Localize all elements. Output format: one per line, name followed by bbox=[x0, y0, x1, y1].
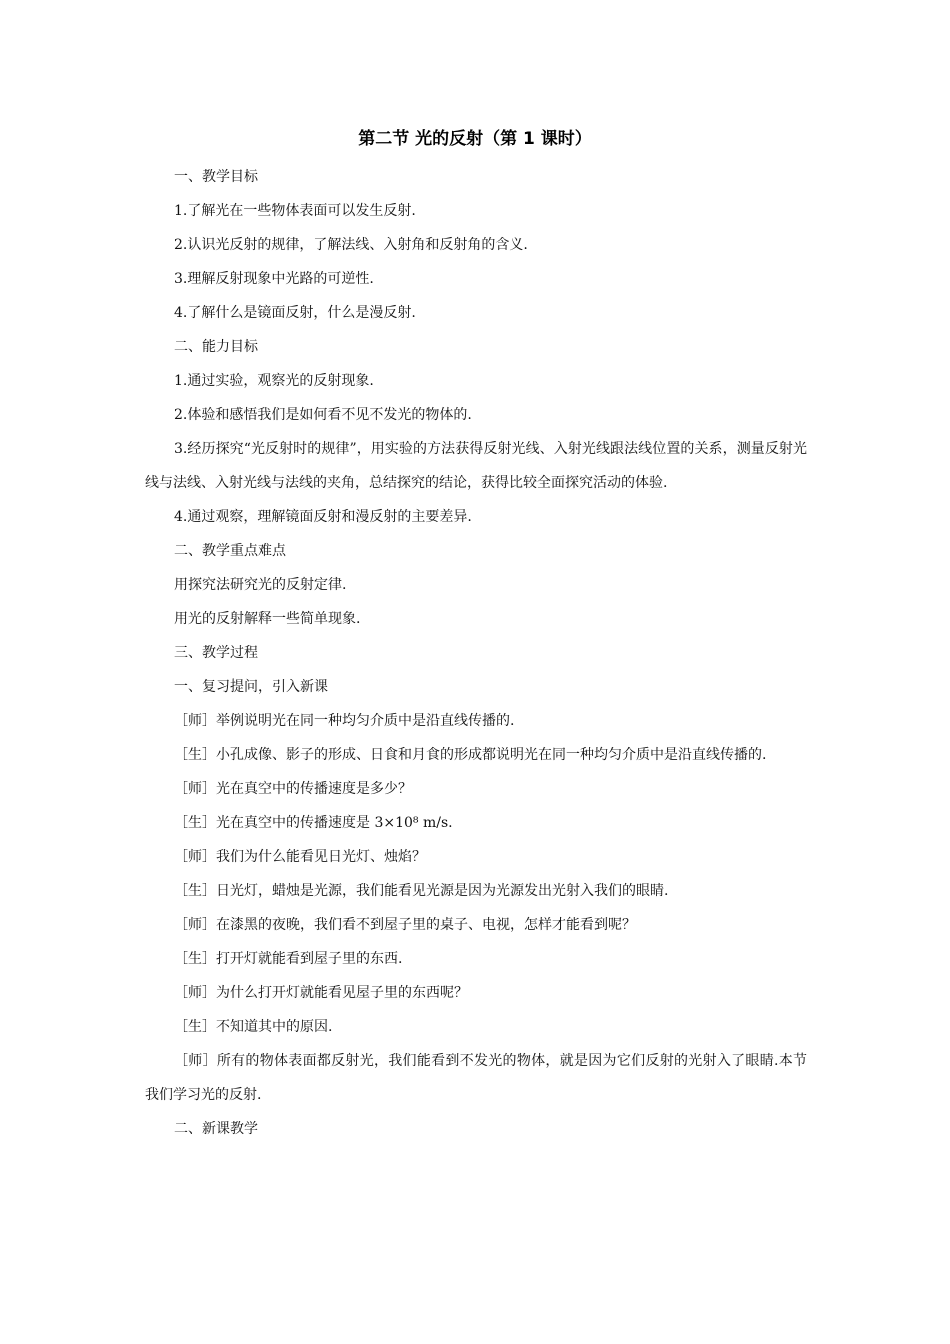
paragraph: ［师］光在真空中的传播速度是多少？ bbox=[174, 781, 412, 797]
paragraph: 一、教学目标 bbox=[174, 169, 258, 185]
paragraph: 4.通过观察，理解镜面反射和漫反射的主要差异. bbox=[174, 509, 472, 525]
paragraph: 用探究法研究光的反射定律. bbox=[174, 577, 347, 593]
paragraph: 二、新课教学 bbox=[174, 1121, 258, 1137]
paragraph: 2.认识光反射的规律，了解法线、入射角和反射角的含义. bbox=[174, 237, 528, 253]
paragraph: 二、教学重点难点 bbox=[174, 543, 286, 559]
paragraph: ［师］举例说明光在同一种均匀介质中是沿直线传播的. bbox=[174, 713, 515, 729]
paragraph: ［生］不知道其中的原因. bbox=[174, 1019, 333, 1035]
paragraph: ［生］光在真空中的传播速度是 3×10⁸ m/s. bbox=[174, 815, 453, 831]
paragraph: 1.通过实验，观察光的反射现象. bbox=[174, 373, 374, 389]
paragraph: 3.理解反射现象中光路的可逆性. bbox=[174, 271, 374, 287]
paragraph: 用光的反射解释一些简单现象. bbox=[174, 611, 361, 627]
paragraph: ［师］所有的物体表面都反射光，我们能看到不发光的物体，就是因为它们反射的光射入了眼睛.本节我们学习光的反射. bbox=[145, 1053, 807, 1103]
paragraph: ［生］小孔成像、影子的形成、日食和月食的形成都说明光在同一种均匀介质中是沿直线传播的. bbox=[174, 747, 767, 763]
document-title: 第二节 光的反射（第 1 课时） bbox=[358, 129, 592, 149]
paragraph: ［师］我们为什么能看见日光灯、烛焰？ bbox=[174, 849, 426, 865]
paragraph: ［生］打开灯就能看到屋子里的东西. bbox=[174, 951, 403, 967]
paragraph: 1.了解光在一些物体表面可以发生反射. bbox=[174, 203, 416, 219]
paragraph: ［生］日光灯，蜡烛是光源，我们能看见光源是因为光源发出光射入我们的眼睛. bbox=[174, 883, 669, 899]
paragraph: 3.经历探究“光反射时的规律”，用实验的方法获得反射光线、入射光线跟法线位置的关系，测量反射光线与法线、入射光线与法线的夹角，总结探究的结论，获得比较全面探究活动的体验. bbox=[145, 441, 807, 491]
document-body bbox=[145, 160, 807, 1146]
paragraph: ［师］为什么打开灯就能看见屋子里的东西呢？ bbox=[174, 985, 468, 1001]
paragraph: 2.体验和感悟我们是如何看不见不发光的物体的. bbox=[174, 407, 472, 423]
paragraph: 4.了解什么是镜面反射，什么是漫反射. bbox=[174, 305, 416, 321]
paragraph: 二、能力目标 bbox=[174, 339, 258, 355]
paragraph: ［师］在漆黑的夜晚，我们看不到屋子里的桌子、电视，怎样才能看到呢？ bbox=[174, 917, 636, 933]
paragraph: 一、复习提问，引入新课 bbox=[174, 679, 328, 695]
paragraph: 三、教学过程 bbox=[174, 645, 258, 661]
